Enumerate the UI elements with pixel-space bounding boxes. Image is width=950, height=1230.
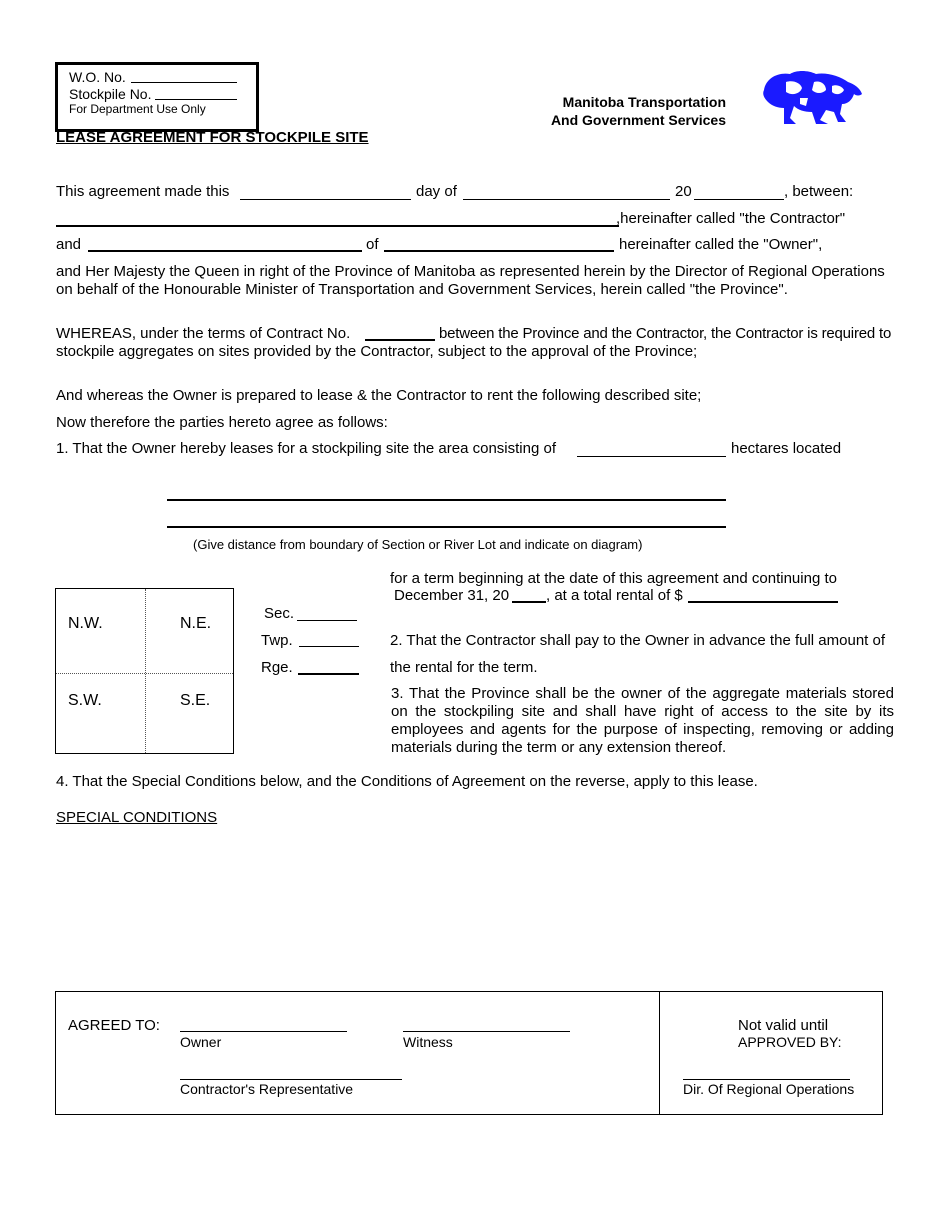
whereas-part-2: between the Province and the Contractor, the Contractor is required to — [439, 325, 892, 342]
agreement-month-field[interactable] — [463, 199, 670, 200]
owner-address-field[interactable] — [384, 250, 614, 252]
whereas-part-1: WHEREAS, under the terms of Contract No. — [56, 325, 351, 342]
agreement-day-field[interactable] — [240, 199, 411, 200]
of-label: of — [366, 236, 379, 253]
owner-signature-label: Owner — [180, 1034, 222, 1050]
province-paragraph: and Her Majesty the Queen in right of the Province of Manitoba as represented herein by the Director of Regional Operations on behalf of the Honourable Minister of Transportation and Government Services, herein called "the Province". — [56, 263, 885, 298]
contract-number-field[interactable] — [365, 339, 435, 341]
contractor-name-field[interactable] — [56, 225, 619, 227]
wo-number-label: W.O. No. — [69, 69, 126, 85]
page-title: LEASE AGREEMENT FOR STOCKPILE SITE — [56, 129, 369, 146]
rental-amount-field[interactable] — [688, 601, 838, 603]
and-label: and — [56, 236, 82, 253]
location-line-2[interactable] — [167, 526, 726, 528]
director-signature-field[interactable] — [683, 1079, 850, 1080]
agreement-made-label: This agreement made this — [56, 183, 230, 200]
section-diagram[interactable] — [55, 588, 234, 754]
term-year-field[interactable] — [512, 601, 546, 603]
contractor-rep-label: Contractor's Representative — [180, 1081, 354, 1097]
hectares-field[interactable] — [577, 456, 726, 457]
diagram-horizontal-divider — [56, 673, 233, 674]
signature-divider — [659, 992, 660, 1114]
diagram-vertical-divider — [145, 589, 146, 753]
witness-signature-field[interactable] — [403, 1031, 570, 1032]
year-prefix-label: 20 — [675, 183, 692, 200]
agency-line-1: Manitoba Transportation — [562, 94, 726, 110]
clause-1-part-1: 1. That the Owner hereby leases for a stockpiling site the area consisting of — [56, 440, 556, 457]
range-field[interactable] — [298, 673, 359, 675]
stockpile-number-label: Stockpile No. — [69, 86, 152, 102]
clause-1-part-2: hectares located — [731, 440, 842, 457]
owner-name-field[interactable] — [88, 250, 362, 252]
section-field[interactable] — [297, 620, 357, 621]
location-line-1[interactable] — [167, 499, 726, 501]
term-line-2a: December 31, 20 — [394, 587, 510, 604]
agreement-year-field[interactable] — [694, 199, 784, 200]
quadrant-ne: N.E. — [180, 615, 212, 632]
day-of-label: day of — [416, 183, 457, 200]
clause-4: 4. That the Special Conditions below, and the Conditions of Agreement on the reverse, apply to this lease. — [56, 773, 758, 790]
contractor-called-label: ,hereinafter called "the Contractor" — [616, 210, 846, 227]
clause-2-line-1: 2. That the Contractor shall pay to the Owner in advance the full amount of — [390, 632, 886, 649]
not-valid-label: Not valid until — [738, 1017, 829, 1034]
agency-name — [500, 93, 726, 129]
stockpile-number-field[interactable] — [155, 99, 237, 100]
agency-line-2: And Government Services — [550, 112, 726, 128]
wo-number-field[interactable] — [131, 82, 237, 83]
quadrant-nw: N.W. — [68, 615, 103, 632]
term-line-1: for a term beginning at the date of this agreement and continuing to — [390, 570, 837, 587]
quadrant-sw: S.W. — [68, 692, 102, 709]
approved-by-label: APPROVED BY: — [738, 1034, 842, 1050]
whereas-line-2: stockpile aggregates on sites provided by the Contractor, subject to the approval of the Province; — [56, 343, 698, 360]
contractor-rep-signature-field[interactable] — [180, 1079, 402, 1080]
owner-called-label: hereinafter called the "Owner", — [619, 236, 823, 253]
whereas-owner-lease: And whereas the Owner is prepared to lease & the Contractor to rent the following described site; — [56, 387, 702, 404]
section-label: Sec. — [264, 605, 295, 622]
clause-3: 3. That the Province shall be the owner of the aggregate materials stored on the stockpiling site and shall have right of access to the site by its employees and agents for the purpose of inspecting, removing or adding materials during the term or any extension thereof. — [391, 685, 894, 756]
township-label: Twp. — [261, 632, 293, 649]
special-conditions-heading: SPECIAL CONDITIONS — [56, 809, 218, 826]
owner-signature-field[interactable] — [180, 1031, 347, 1032]
now-therefore: Now therefore the parties hereto agree as follows: — [56, 414, 388, 431]
bison-logo-icon — [756, 68, 866, 128]
department-use-note: For Department Use Only — [69, 102, 206, 116]
range-label: Rge. — [261, 659, 293, 676]
term-line-2b: , at a total rental of $ — [546, 587, 683, 604]
between-label: , between: — [784, 183, 854, 200]
director-label: Dir. Of Regional Operations — [683, 1081, 855, 1097]
quadrant-se: S.E. — [180, 692, 211, 709]
witness-signature-label: Witness — [403, 1034, 453, 1050]
agreed-to-label: AGREED TO: — [68, 1017, 160, 1034]
distance-note: (Give distance from boundary of Section or River Lot and indicate on diagram) — [193, 537, 643, 552]
township-field[interactable] — [299, 646, 359, 647]
clause-2-line-2: the rental for the term. — [390, 659, 538, 676]
